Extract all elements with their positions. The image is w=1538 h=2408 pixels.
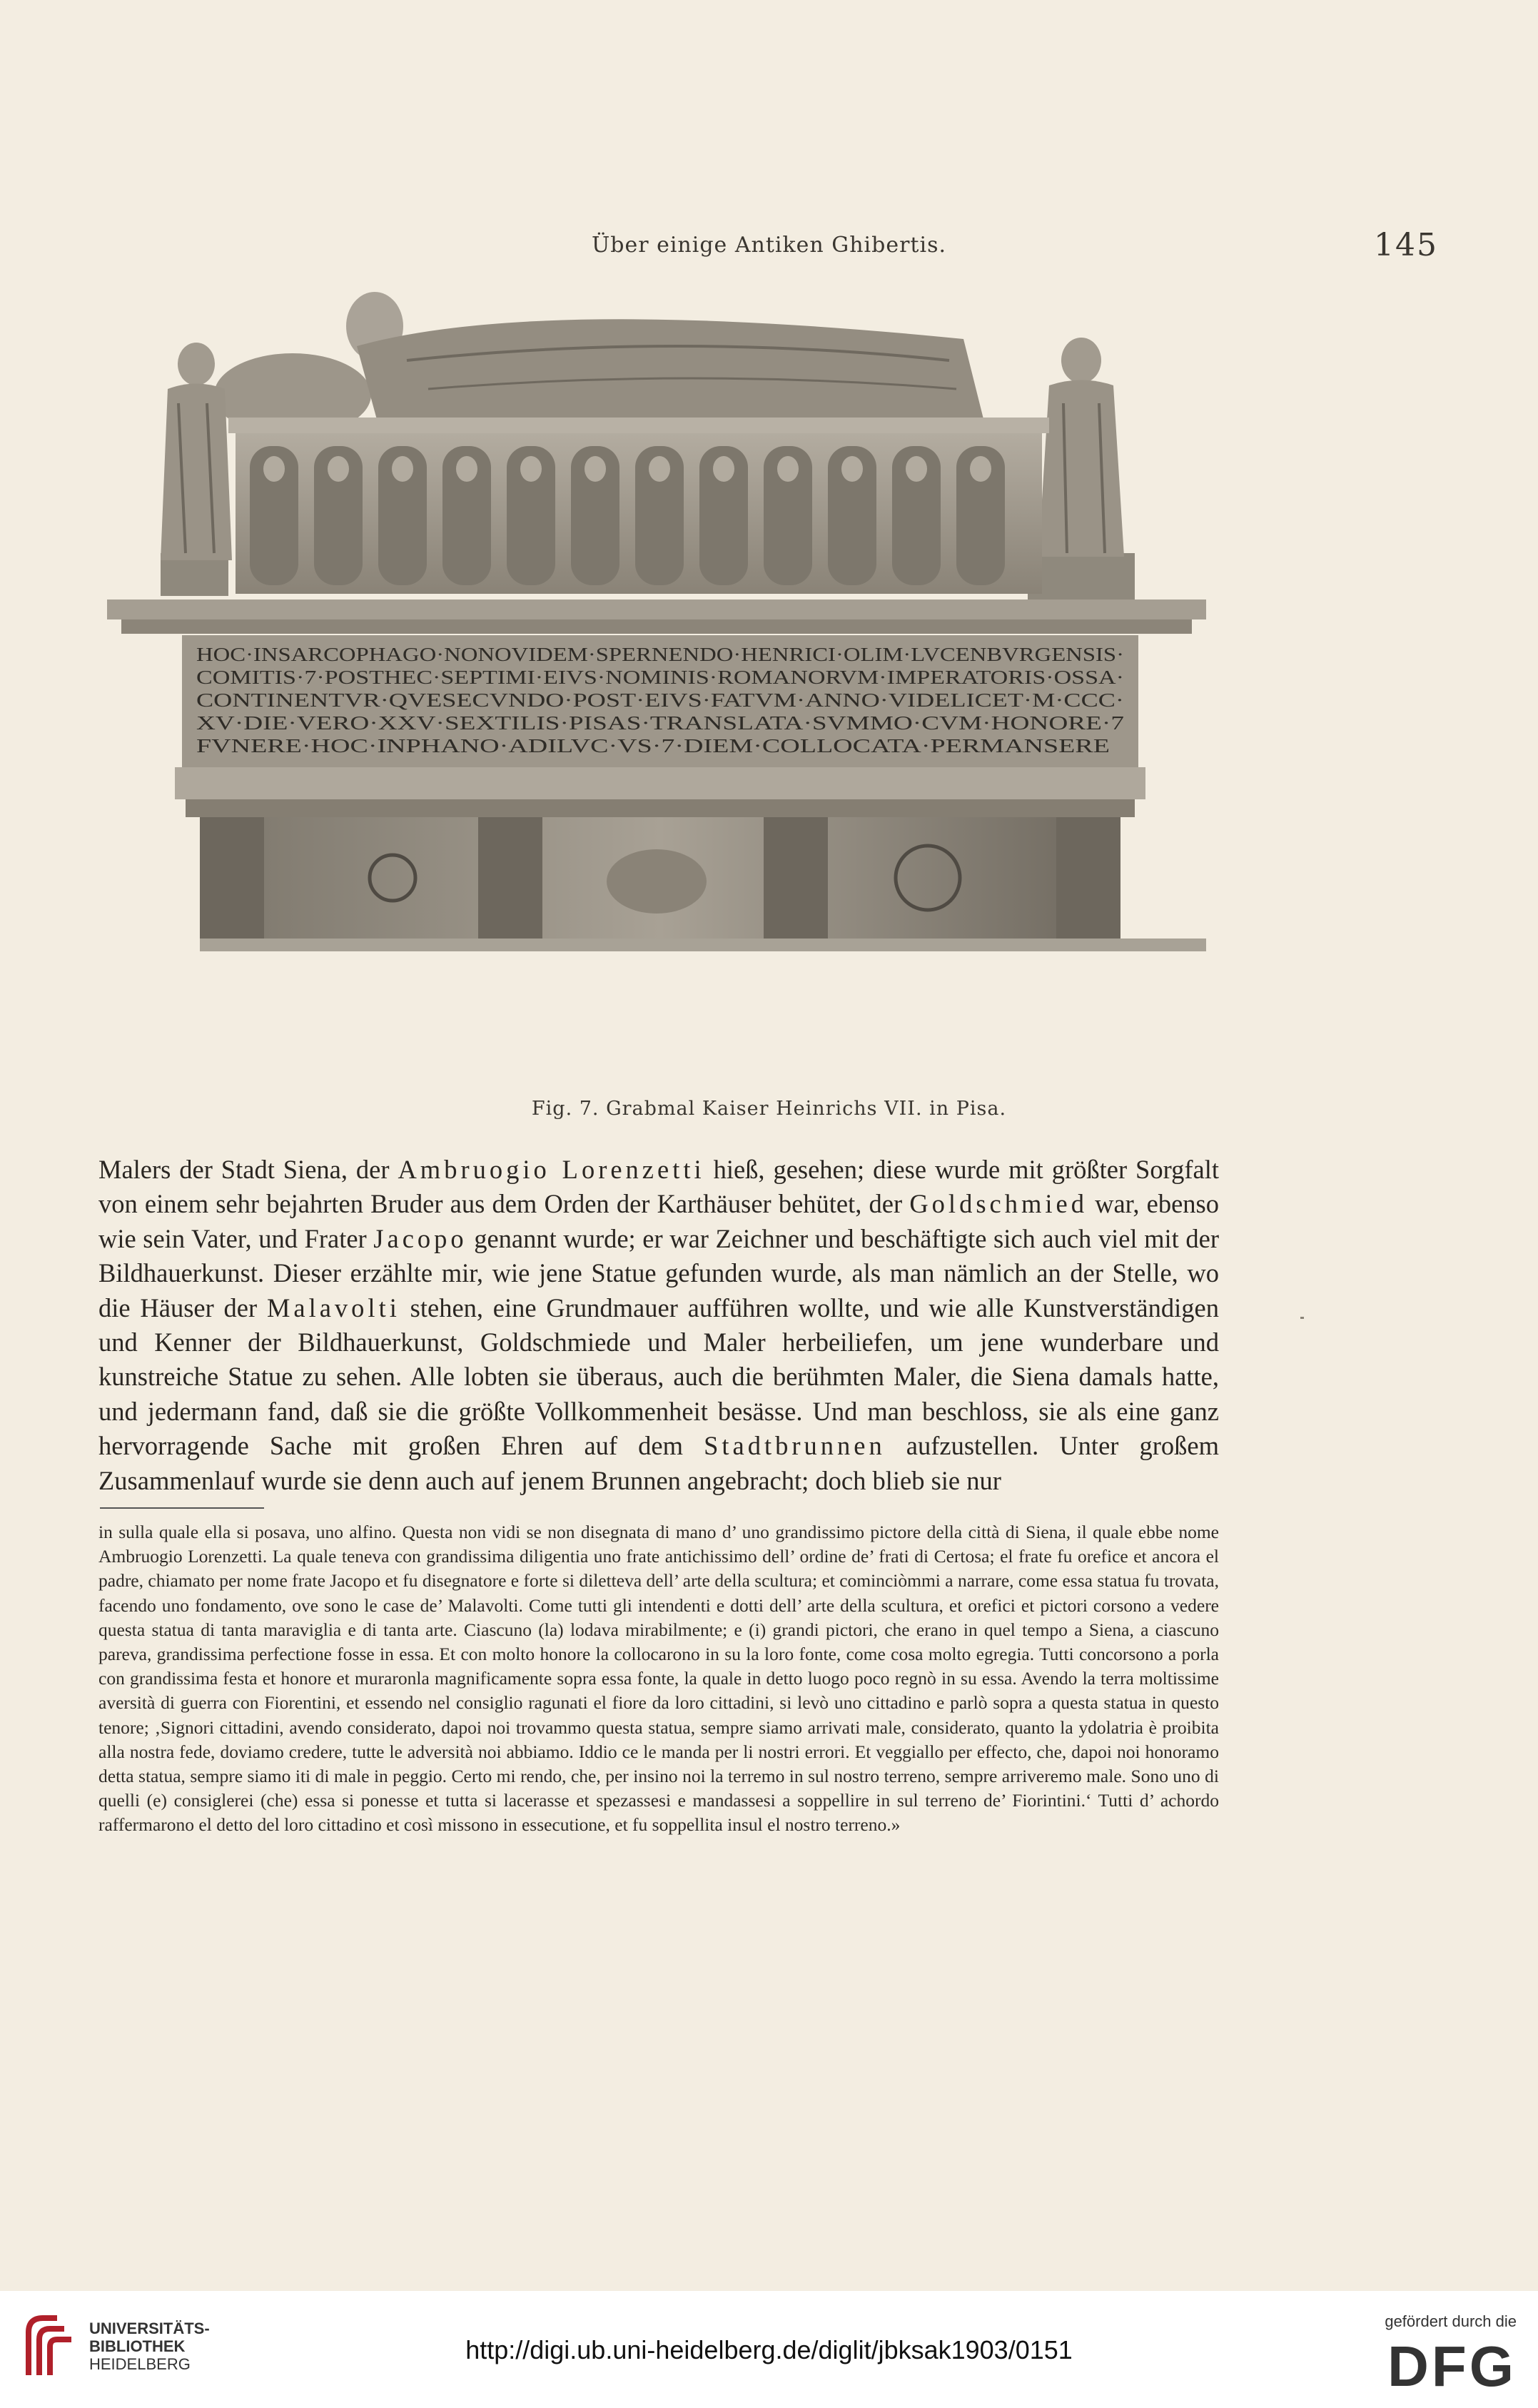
running-title: Über einige Antiken Ghibertis. (591, 233, 947, 258)
library-line: HEIDELBERG (89, 2355, 191, 2373)
apostle-relief (236, 433, 1042, 594)
body-segment: genannt wurde; er war Zeichner und beschäftigte sich auch viel mit der Bildhauerkunst. Dieser erzählte mir, wie jene Statue gefunden wurde, als man nämlich an der Stelle, wo die Häuser der (98, 1223, 1219, 1322)
inscription-line: XV·DIE·VERO·XXV·SEXTILIS·PISAS·TRANSLATA·SVMMO·CVM·HONORE·7 (196, 712, 1124, 734)
term-stadtbrunnen: Stadtbrunnen (704, 1431, 886, 1461)
sarcophagus-lid (228, 418, 1049, 433)
tomb-base (200, 817, 1120, 939)
cornice (107, 600, 1206, 619)
body-segment: aufzustellen. Unter großem Zusammenlauf wurde sie denn auch auf jenem Brunnen angebracht; doch blieb sie nur (98, 1431, 1220, 1495)
tomb-illustration (107, 282, 1206, 1067)
footnote (98, 1520, 1219, 1838)
scan-mark (1300, 1317, 1304, 1319)
inscription-line: CONTINENTVR·QVESECVNDO·POST·EIVS·FATVM·ANNO·VIDELICET·M·CCC· (196, 689, 1124, 711)
body-segment: hieß, gesehen; diese wurde mit größter Sorgfalt von einem sehr bejahrten Bruder aus dem Orden der Karthäuser behütet, der (98, 1155, 1219, 1219)
name-jacopo: Jacopo (373, 1223, 467, 1253)
effigy (214, 292, 985, 436)
body-text (98, 1153, 1219, 1498)
permalink-url[interactable]: http://digi.ub.uni-heidelberg.de/diglit/jbksak1903/0151 (465, 2335, 1073, 2364)
body-paragraph (98, 1153, 1219, 1498)
name-malavolti: Malavolti (266, 1292, 400, 1322)
tomb-figure (107, 282, 1206, 1067)
body-segment: stehen, eine Grundmauer aufführen wollte, und wie alle Kunstverständigen und Kenner der Bildhauerkunst, Goldschmiede und Maler herbeiliefen, um jene wunderbare und kunstreiche Statue zu sehen. Alle lobten sie überaus, auch die berühmten Maler, die Siena damals hatte, und jedermann fand, daß sie die größte Vollkommenheit besässe. Und man beschloss, sie als eine ganz hervorragende Sache mit großen Ehren auf dem (98, 1292, 1219, 1461)
body-segment: war, ebenso wie sein Vater, und Frater (98, 1189, 1220, 1253)
dfg-logo[interactable]: DFG (1387, 2334, 1517, 2398)
footnote-divider (100, 1507, 264, 1509)
right-statue (1028, 338, 1135, 603)
inscription-panel (182, 635, 1138, 767)
inscription-line: HOC·INSARCOPHAGO·NONOVIDEM·SPERNENDO·HENRICI·OLIM·LVCENBVRGENSIS· (196, 644, 1124, 665)
footnote-text: in sulla quale ella si posava, uno alfino. Questa non vidi se non disegnata di mano d’ uno grandissimo pictore della città di Siena, il quale ebbe nome Ambruogio Lorenzetti. La quale teneva con grandissima diligentia uno frate antichissimo dell’ ordine de’ frati di Certosa; el frate fu orefice et ancora el padre, chiamato per nome frate Jacopo et fu disegnatore e forte si diletteva dell’ arte della scultura; et cominciòmmi a narrare, come essa statua fu trovata, facendo uno fondamento, ove sono le case de’ Malavolti. Come tutti gli intendenti e dotti dell’ arte della scultura, et orefici et pictori corsono a vedere questa statua di tanta maraviglia e di tanta arte. Ciascuno (la) lodava mirabilmente; e (i) grandi pictori, che erano in quel tempo a Siena, a ciascuno pareva, grandissima perfectione fosse in essa. Et con molto honore la collocarono in su la loro fonte, come cosa molto egregia. Tutti concorsono a porla con grandissima festa et honore et muraronla magnificamente sopra essa fonte, la quale in detto luogo poco regnò in su essa. Avendo la terra moltissime aversità di guerra con Fiorentini, et essendo nel consiglio ragunati el fiore da loro cittadini, si levò uno cittadino e parlò sopra a questa statua in questo tenore; ‚Signori cittadini, avendo considerato, dapoi noi trovammo questa statua, sempre siamo arrivati male, considerato, quanto la ydolatria è proibita alla nostra fede, doviamo credere, tutte le adversità noi abbiamo. Iddio ce le manda per li nostri errori. Et veggiallo per effecto, che, dapoi noi honoramo detta statua, sempre siamo iti di male in peggio. Certo mi rendo, che, per insino noi la terremo in sul nostro terreno, sempre arriveremo male. Sono uno di quelli (e) consiglerei (che) essa si ponesse et tutta si lacerasse et spezassesi e mandassesi a soppellire in sul terreno de’ Fiorintini.‘ Tutti d’ achordo raffermarono el detto del loro cittadino et così missono in essecutione, et fu soppellita insul el nostro terreno.» (98, 1522, 1219, 1836)
term-goldschmied: Goldschmied (909, 1189, 1088, 1219)
library-line: BIBLIOTHEK (89, 2337, 186, 2355)
funding-label: gefördert durch die (1385, 2312, 1517, 2330)
name-ambruogio-lorenzetti: Ambruogio Lorenzetti (398, 1155, 705, 1184)
figure-caption: Fig. 7. Grabmal Kaiser Heinrichs VII. in Pisa. (531, 1098, 1007, 1120)
running-header (100, 227, 1438, 270)
inscription-line: COMITIS·7·POSTHEC·SEPTIMI·EIVS·NOMINIS·ROMANORVM·IMPERATORIS·OSSA· (196, 667, 1124, 688)
inscription-line: FVNERE·HOC·INPHANO·ADILVC·VS·7·DIEM·COLLOCATA·PERMANSERE (196, 735, 1110, 757)
body-segment: Malers der Stadt Siena, der (98, 1155, 398, 1184)
page-number: 145 (1374, 227, 1438, 263)
library-line: UNIVERSITÄTS- (89, 2320, 210, 2337)
viewer-footer (0, 2291, 1538, 2408)
